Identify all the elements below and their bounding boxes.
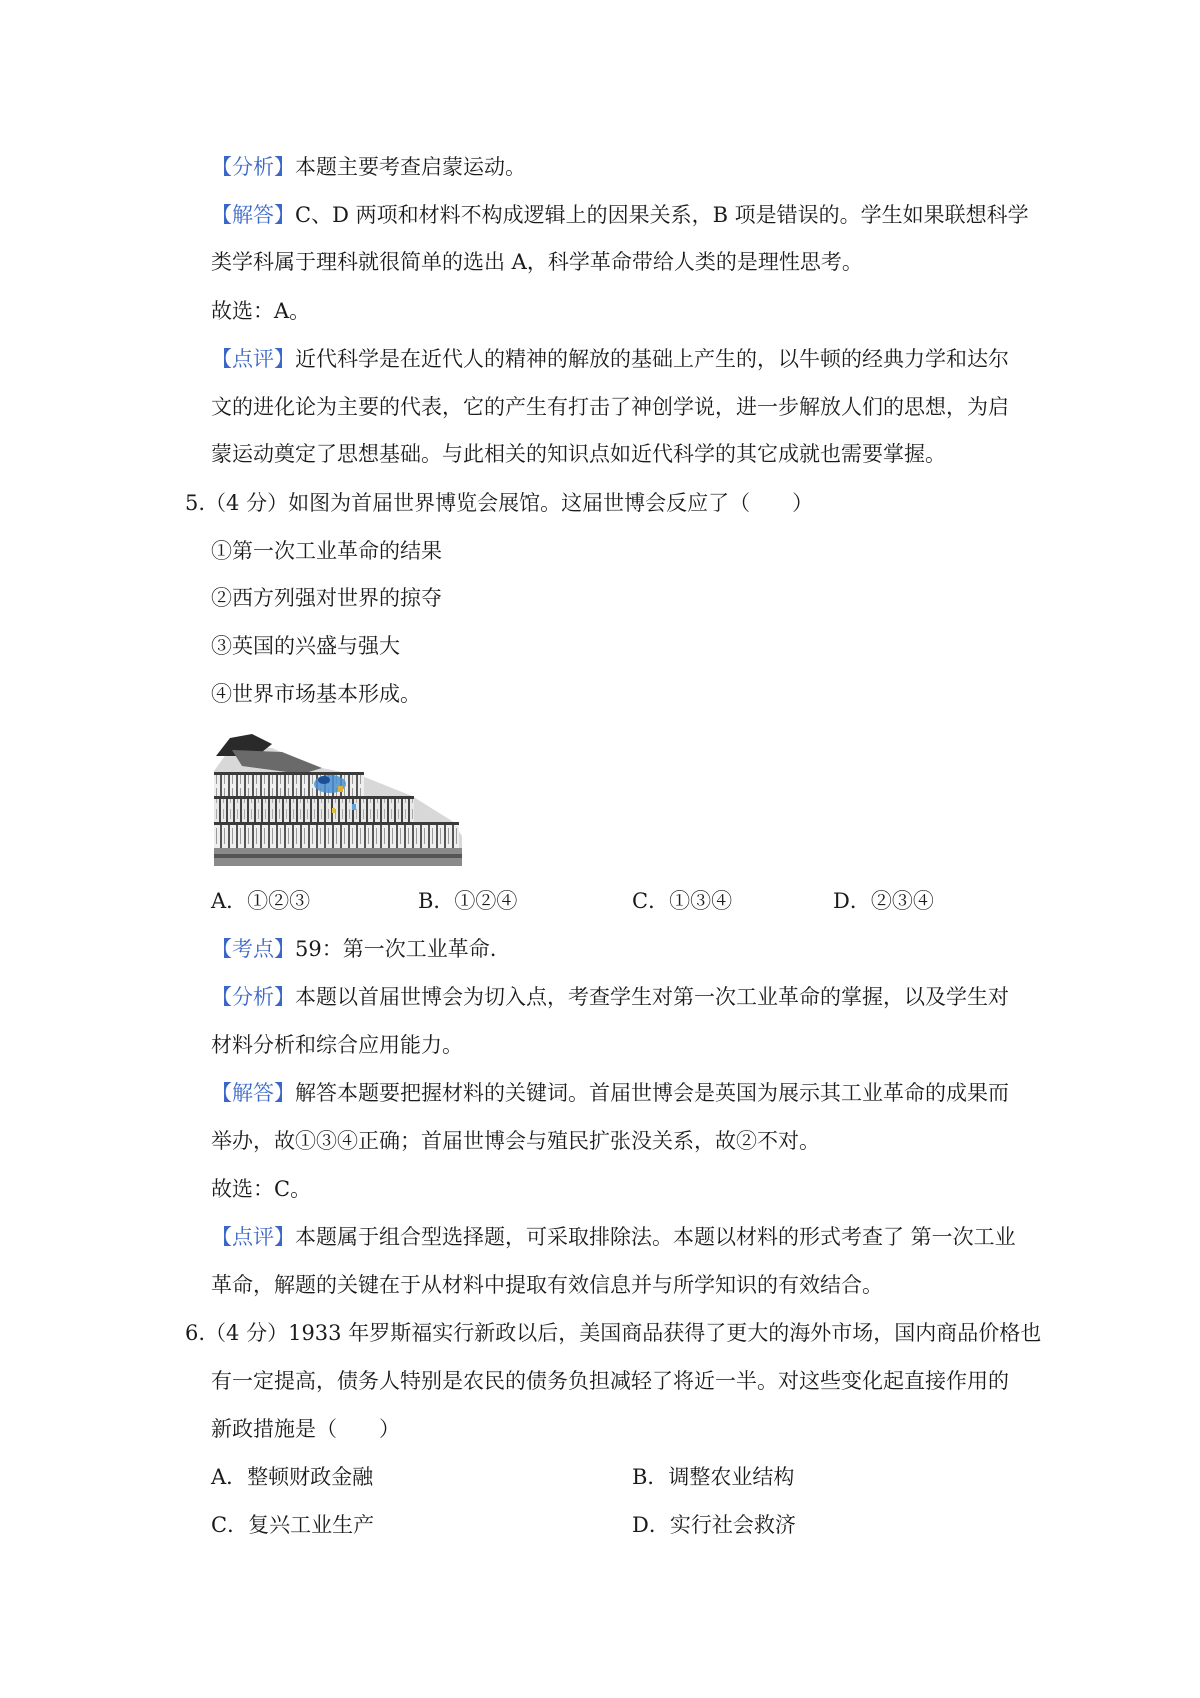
q5-answer-text-1: 解答本题要把握材料的关键词。首届世博会是英国为展示其工业革命的成果而 (295, 1081, 1009, 1105)
q5-option-c: C．①③④ (632, 889, 733, 913)
q5-number: 5. (185, 491, 206, 515)
q4-answer-line-1 (211, 200, 1029, 230)
q5-point-text: 59：第一次工业革命. (295, 937, 497, 961)
q5-stem-line (185, 488, 813, 518)
q5-analysis-line-2: 材料分析和综合应用能力。 (211, 1033, 463, 1057)
comment-tag: 【点评】 (211, 1225, 295, 1249)
exhibition-hall-image (212, 726, 464, 866)
q4-answer-text-1: C、D 两项和材料不构成逻辑上的因果关系，B 项是错误的。学生如果联想科学 (295, 203, 1029, 227)
q4-answer-line-2: 类学科属于理科就很简单的选出 A，科学革命带给人类的是理性思考。 (211, 250, 863, 274)
q4-comment-line-2: 文的进化论为主要的代表，它的产生有打击了神创学说，进一步解放人们的思想，为启 (211, 395, 1009, 419)
q4-select-line: 故选：A。 (211, 299, 311, 323)
q4-comment-line-1 (211, 344, 1009, 374)
q6-stem-text-1: （4 分）1933 年罗斯福实行新政以后，美国商品获得了更大的海外市场，国内商品价格也 (205, 1321, 1042, 1345)
analysis-tag: 【分析】 (211, 985, 295, 1009)
q5-analysis-text-1: 本题以首届世博会为切入点，考查学生对第一次工业革命的掌握，以及学生对 (295, 985, 1009, 1009)
q4-comment-line-3: 蒙运动奠定了思想基础。与此相关的知识点如近代科学的其它成就也需要掌握。 (211, 442, 946, 466)
q5-option-a: A．①②③ (211, 889, 311, 913)
q5-select-line: 故选：C。 (211, 1177, 312, 1201)
q6-stem-line-3: 新政措施是（ ） (211, 1417, 400, 1441)
q5-answer-line-1 (211, 1078, 1009, 1108)
q5-item-3: ③英国的兴盛与强大 (211, 634, 400, 658)
q6-option-d: D．实行社会救济 (632, 1513, 796, 1537)
answer-tag: 【解答】 (211, 1081, 295, 1105)
q6-number: 6. (185, 1321, 206, 1345)
q5-item-2: ②西方列强对世界的掠夺 (211, 586, 442, 610)
q6-stem-line-1 (185, 1318, 1041, 1348)
q5-answer-line-2: 举办，故①③④正确；首届世博会与殖民扩张没关系，故②不对。 (211, 1129, 820, 1153)
q4-analysis-text: 本题主要考查启蒙运动。 (295, 155, 526, 179)
q5-option-d: D．②③④ (833, 889, 934, 913)
q4-analysis-line (211, 152, 526, 182)
comment-tag: 【点评】 (211, 347, 295, 371)
q5-option-b: B．①②④ (418, 889, 518, 913)
analysis-tag: 【分析】 (211, 155, 295, 179)
point-tag: 【考点】 (211, 937, 295, 961)
q5-comment-line-1 (211, 1222, 1016, 1252)
answer-tag: 【解答】 (211, 203, 295, 227)
q5-comment-line-2: 革命，解题的关键在于从材料中提取有效信息并与所学知识的有效结合。 (211, 1273, 883, 1297)
q5-item-1: ①第一次工业革命的结果 (211, 539, 442, 563)
q6-option-a: A．整顿财政金融 (211, 1465, 374, 1489)
q5-comment-text-1: 本题属于组合型选择题，可采取排除法。本题以材料的形式考查了 第一次工业 (295, 1225, 1016, 1249)
q5-analysis-line-1 (211, 982, 1009, 1012)
q6-stem-line-2: 有一定提高，债务人特别是农民的债务负担减轻了将近一半。对这些变化起直接作用的 (211, 1369, 1009, 1393)
q6-option-c: C．复兴工业生产 (211, 1513, 375, 1537)
q5-point-line (211, 934, 496, 964)
q5-item-4: ④世界市场基本形成。 (211, 682, 421, 706)
q4-comment-text-1: 近代科学是在近代人的精神的解放的基础上产生的，以牛顿的经典力学和达尔 (295, 347, 1009, 371)
q5-stem-text: （4 分）如图为首届世界博览会展馆。这届世博会反应了（ ） (205, 491, 814, 515)
q6-option-b: B．调整农业结构 (632, 1465, 795, 1489)
